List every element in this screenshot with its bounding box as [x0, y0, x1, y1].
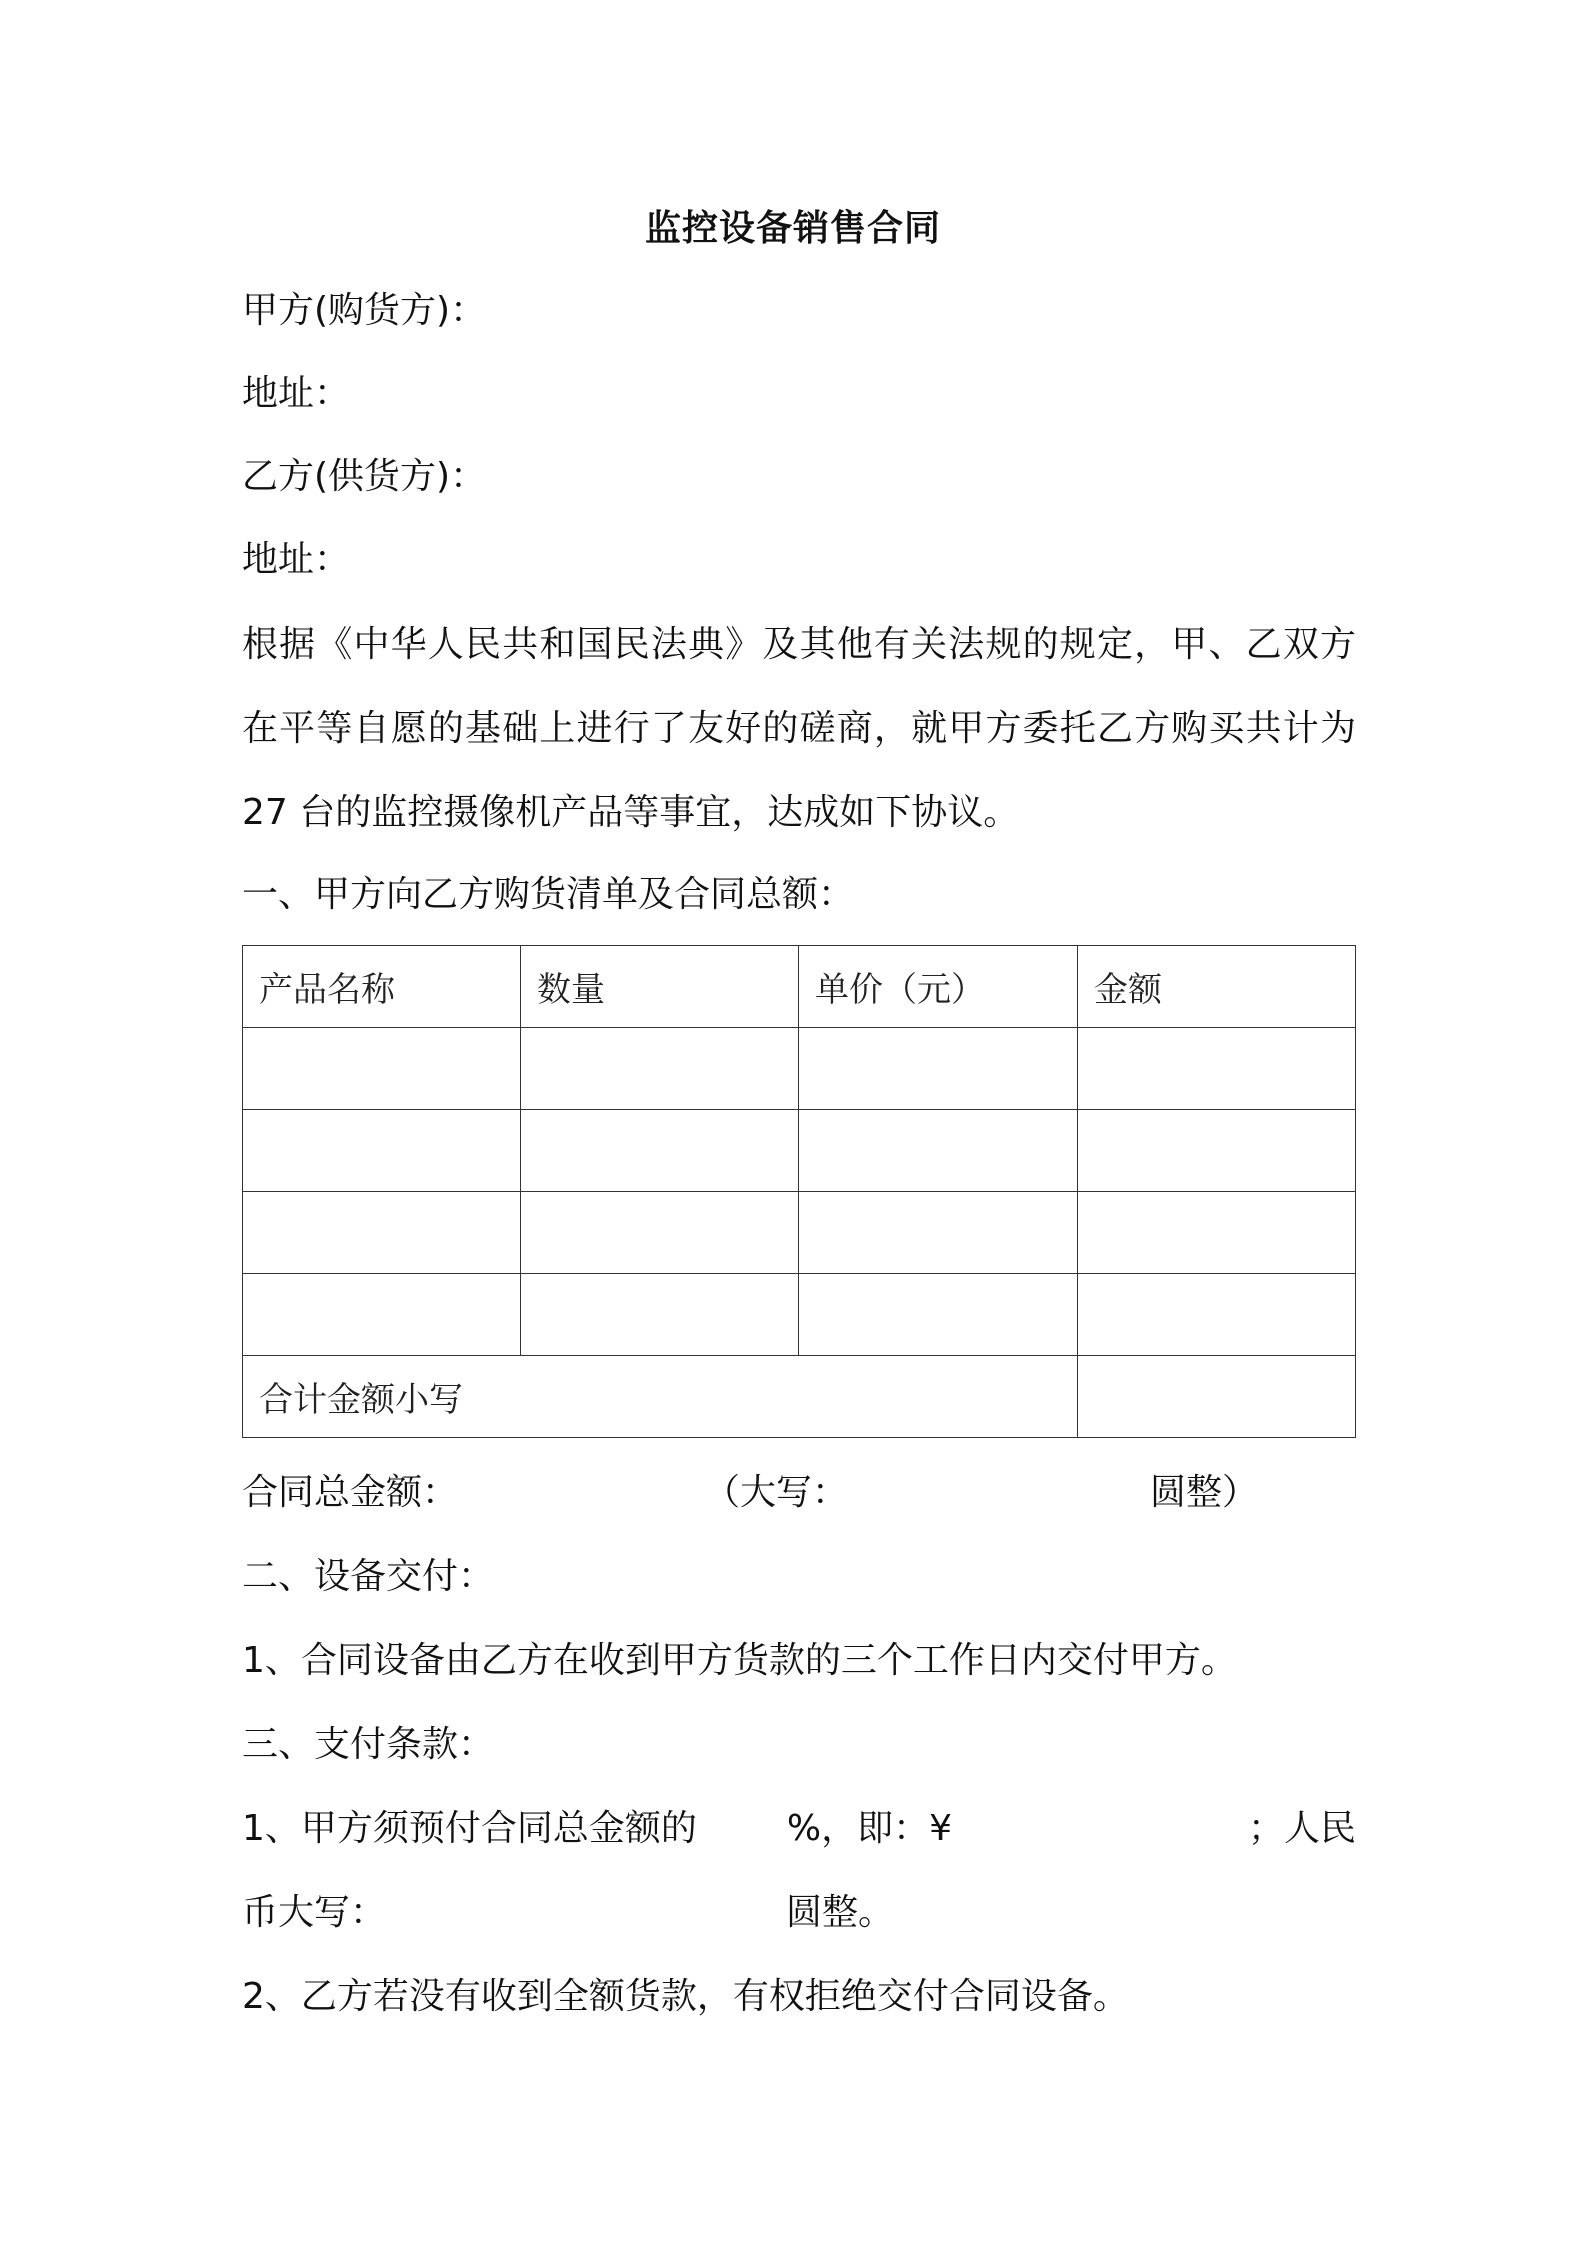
section3-item-2: 2、乙方若没有收到全额货款，有权拒绝交付合同设备。 [242, 1976, 1129, 2017]
table-cell [521, 1274, 799, 1356]
table-cell [243, 1274, 521, 1356]
header-amount: 金额 [1078, 946, 1356, 1028]
table-header-row [243, 946, 1356, 1028]
table-row [243, 1192, 1356, 1274]
section3-item-1-line2 [242, 1889, 894, 1937]
table-total-row [243, 1356, 1356, 1438]
party-a-label: 甲方(购货方)： [242, 290, 487, 331]
header-quantity: 数量 [521, 946, 799, 1028]
document-title: 监控设备销售合同 [644, 208, 941, 249]
total-label-cell: 合计金额小写 [243, 1356, 1078, 1438]
table-cell [1078, 1192, 1356, 1274]
table-cell [243, 1110, 521, 1192]
prepay-upper-suffix: 圆整。 [786, 1892, 895, 1933]
prepay-rmb-text: ；人民 [1247, 1808, 1356, 1849]
header-unit-price: 单价（元） [799, 946, 1078, 1028]
table-cell [1078, 1274, 1356, 1356]
total-amount-line [242, 1469, 1258, 1517]
section3-item-1-line1 [242, 1805, 1356, 1853]
table-cell [243, 1192, 521, 1274]
table-cell [521, 1110, 799, 1192]
table-cell [799, 1274, 1078, 1356]
party-b-label: 乙方(供货方)： [242, 456, 487, 497]
section3-heading: 三、支付条款： [242, 1724, 495, 1765]
table-cell [799, 1028, 1078, 1110]
table-row [243, 1028, 1356, 1110]
section1-heading: 一、甲方向乙方购货清单及合同总额： [242, 874, 855, 915]
purchase-list-table [242, 945, 1356, 1438]
total-upper-label: （大写： [704, 1472, 849, 1513]
intro-paragraph: 根据《中华人民共和国民法典》及其他有关法规的规定，甲、乙双方在平等自愿的基础上进行了友好的磋商，就甲方委托乙方购买共计为 27 台的监控摄像机产品等事宜，达成如下协议。 [242, 624, 1356, 833]
prepay-percent-text: %，即：¥ [786, 1808, 953, 1849]
prepay-text: 1、甲方须预付合同总金额的 [242, 1808, 697, 1849]
table-cell [799, 1110, 1078, 1192]
header-product-name: 产品名称 [243, 946, 521, 1028]
table-cell [1078, 1028, 1356, 1110]
table-cell [243, 1028, 521, 1110]
table-cell [521, 1192, 799, 1274]
party-a-address-label: 地址： [242, 373, 351, 414]
section2-heading: 二、设备交付： [242, 1556, 495, 1597]
party-b-address-label: 地址： [242, 539, 351, 580]
table-cell [521, 1028, 799, 1110]
table-row [243, 1274, 1356, 1356]
section2-item-1: 1、合同设备由乙方在收到甲方货款的三个工作日内交付甲方。 [242, 1640, 1237, 1681]
prepay-upper-label: 币大写： [242, 1892, 387, 1933]
total-amount-label: 合同总金额： [242, 1472, 459, 1513]
total-upper-suffix: 圆整） [1150, 1472, 1259, 1513]
table-cell [1078, 1110, 1356, 1192]
total-value-cell [1078, 1356, 1356, 1438]
table-cell [799, 1192, 1078, 1274]
table-row [243, 1110, 1356, 1192]
